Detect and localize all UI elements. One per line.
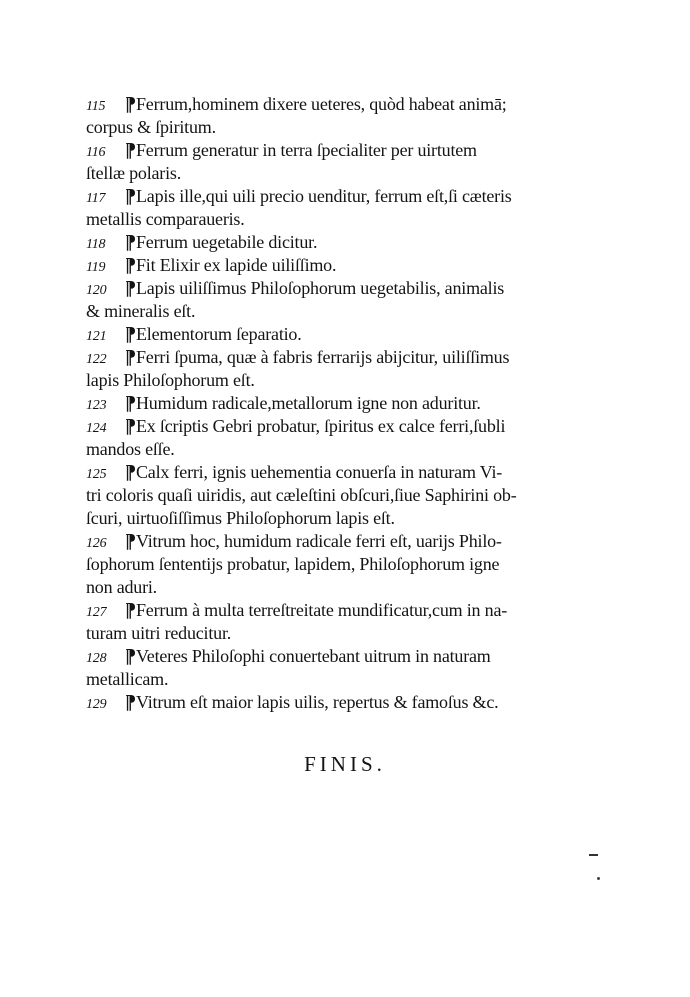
- entry-continuation-line: [86, 484, 626, 507]
- entry-first-line: [86, 599, 626, 622]
- entry-text: ſophorum ſententijs probatur, lapidem, Philoſophorum igne: [86, 554, 500, 574]
- entry-text: metallicam.: [86, 669, 169, 689]
- entry-number: 127: [86, 605, 107, 620]
- entry-text: Fit Elixir ex lapide uiliſſimo.: [136, 255, 337, 275]
- entry-continuation-line: [86, 162, 626, 185]
- paragraph-mark-icon: ¶: [125, 185, 136, 207]
- entry-continuation-line: [86, 300, 626, 323]
- entry-text: ſtellæ polaris.: [86, 163, 181, 183]
- paragraph-mark-icon: ¶: [125, 277, 136, 299]
- entry-text: mandos eſſe.: [86, 439, 175, 459]
- entry-first-line: [86, 392, 626, 415]
- entry-text: Vitrum hoc, humidum radicale ferri eſt, uarijs Philo-: [136, 531, 502, 551]
- paragraph-mark-icon: ¶: [125, 599, 136, 621]
- entry-first-line: [86, 93, 626, 116]
- entry-first-line: [86, 530, 626, 553]
- entry-text: Ferrum uegetabile dicitur.: [136, 232, 318, 252]
- entry-text: Ferrum à multa terreſtreitate mundificatur,cum in na-: [136, 600, 508, 620]
- entry-first-line: [86, 346, 626, 369]
- entry-number: 116: [86, 145, 106, 160]
- entry-continuation-line: [86, 622, 626, 645]
- entry-text: corpus & ſpiritum.: [86, 117, 216, 137]
- printer-mark-dot: [597, 877, 600, 880]
- entry-text: Humidum radicale,metallorum igne non aduritur.: [136, 393, 481, 413]
- entry-text: ſcuri, uirtuoſiſſimus Philoſophorum lapis eſt.: [86, 508, 395, 528]
- entry-number: 125: [86, 467, 107, 482]
- entry-first-line: [86, 461, 626, 484]
- entry-continuation-line: [86, 576, 626, 599]
- paragraph-mark-icon: ¶: [125, 254, 136, 276]
- entry-text: metallis comparaueris.: [86, 209, 245, 229]
- entry-first-line: [86, 139, 626, 162]
- entry-text: Lapis ille,qui uili precio uenditur, ferrum eſt,ſi cæteris: [136, 186, 512, 206]
- entry-number: 117: [86, 191, 106, 206]
- entry-number: 118: [86, 237, 106, 252]
- entry-number: 128: [86, 651, 107, 666]
- entry-continuation-line: [86, 668, 626, 691]
- finis-heading: FINIS.: [304, 752, 386, 776]
- paragraph-mark-icon: ¶: [125, 530, 136, 552]
- entry-first-line: [86, 185, 626, 208]
- entry-continuation-line: [86, 208, 626, 231]
- entry-text: Lapis uiliſſimus Philoſophorum uegetabilis, animalis: [136, 278, 505, 298]
- entry-first-line: [86, 277, 626, 300]
- entry-text: & mineralis eſt.: [86, 301, 196, 321]
- entry-number: 123: [86, 398, 107, 413]
- entry-text: Elementorum ſeparatio.: [136, 324, 302, 344]
- paragraph-mark-icon: ¶: [125, 93, 136, 115]
- entry-text: Ferri ſpuma, quæ à fabris ferrarijs abijcitur, uiliſſimus: [136, 347, 510, 367]
- entry-number: 119: [86, 260, 106, 275]
- entry-text: tri coloris quaſi uiridis, aut cæleſtini obſcuri,ſiue Saphirini ob-: [86, 485, 517, 505]
- paragraph-mark-icon: ¶: [125, 415, 136, 437]
- entry-number: 126: [86, 536, 107, 551]
- entry-number: 129: [86, 697, 107, 712]
- entry-text: Ex ſcriptis Gebri probatur, ſpiritus ex calce ferri,ſubli: [136, 416, 506, 436]
- paragraph-mark-icon: ¶: [125, 139, 136, 161]
- entry-first-line: [86, 231, 626, 254]
- entry-first-line: [86, 254, 626, 277]
- entry-number: 115: [86, 99, 106, 114]
- paragraph-mark-icon: ¶: [125, 691, 136, 713]
- entry-first-line: [86, 645, 626, 668]
- entry-continuation-line: [86, 553, 626, 576]
- entry-continuation-line: [86, 507, 626, 530]
- paragraph-mark-icon: ¶: [125, 323, 136, 345]
- entry-continuation-line: [86, 369, 626, 392]
- paragraph-mark-icon: ¶: [125, 231, 136, 253]
- entry-number: 124: [86, 421, 107, 436]
- entry-text: Vitrum eſt maior lapis uilis, repertus & famoſus &c.: [136, 692, 499, 712]
- entry-text: turam uitri reducitur.: [86, 623, 232, 643]
- entry-number: 122: [86, 352, 107, 367]
- entry-text: Ferrum generatur in terra ſpecialiter per uirtutem: [136, 140, 477, 160]
- paragraph-mark-icon: ¶: [125, 346, 136, 368]
- paragraph-mark-icon: ¶: [125, 461, 136, 483]
- entry-first-line: [86, 691, 626, 714]
- entry-first-line: [86, 415, 626, 438]
- entry-text: Calx ferri, ignis uehementia conuerſa in naturam Vi-: [136, 462, 503, 482]
- entry-continuation-line: [86, 438, 626, 461]
- paragraph-mark-icon: ¶: [125, 645, 136, 667]
- entry-number: 120: [86, 283, 107, 298]
- printer-mark-dash: [589, 854, 598, 856]
- entry-continuation-line: [86, 116, 626, 139]
- entry-number: 121: [86, 329, 107, 344]
- entry-text: non aduri.: [86, 577, 157, 597]
- entry-text: Ferrum,hominem dixere ueteres, quòd habeat animā;: [136, 94, 507, 114]
- entry-text: lapis Philoſophorum eſt.: [86, 370, 255, 390]
- entry-first-line: [86, 323, 626, 346]
- entry-text: Veteres Philoſophi conuertebant uitrum in naturam: [136, 646, 491, 666]
- paragraph-mark-icon: ¶: [125, 392, 136, 414]
- text-block: [86, 93, 626, 714]
